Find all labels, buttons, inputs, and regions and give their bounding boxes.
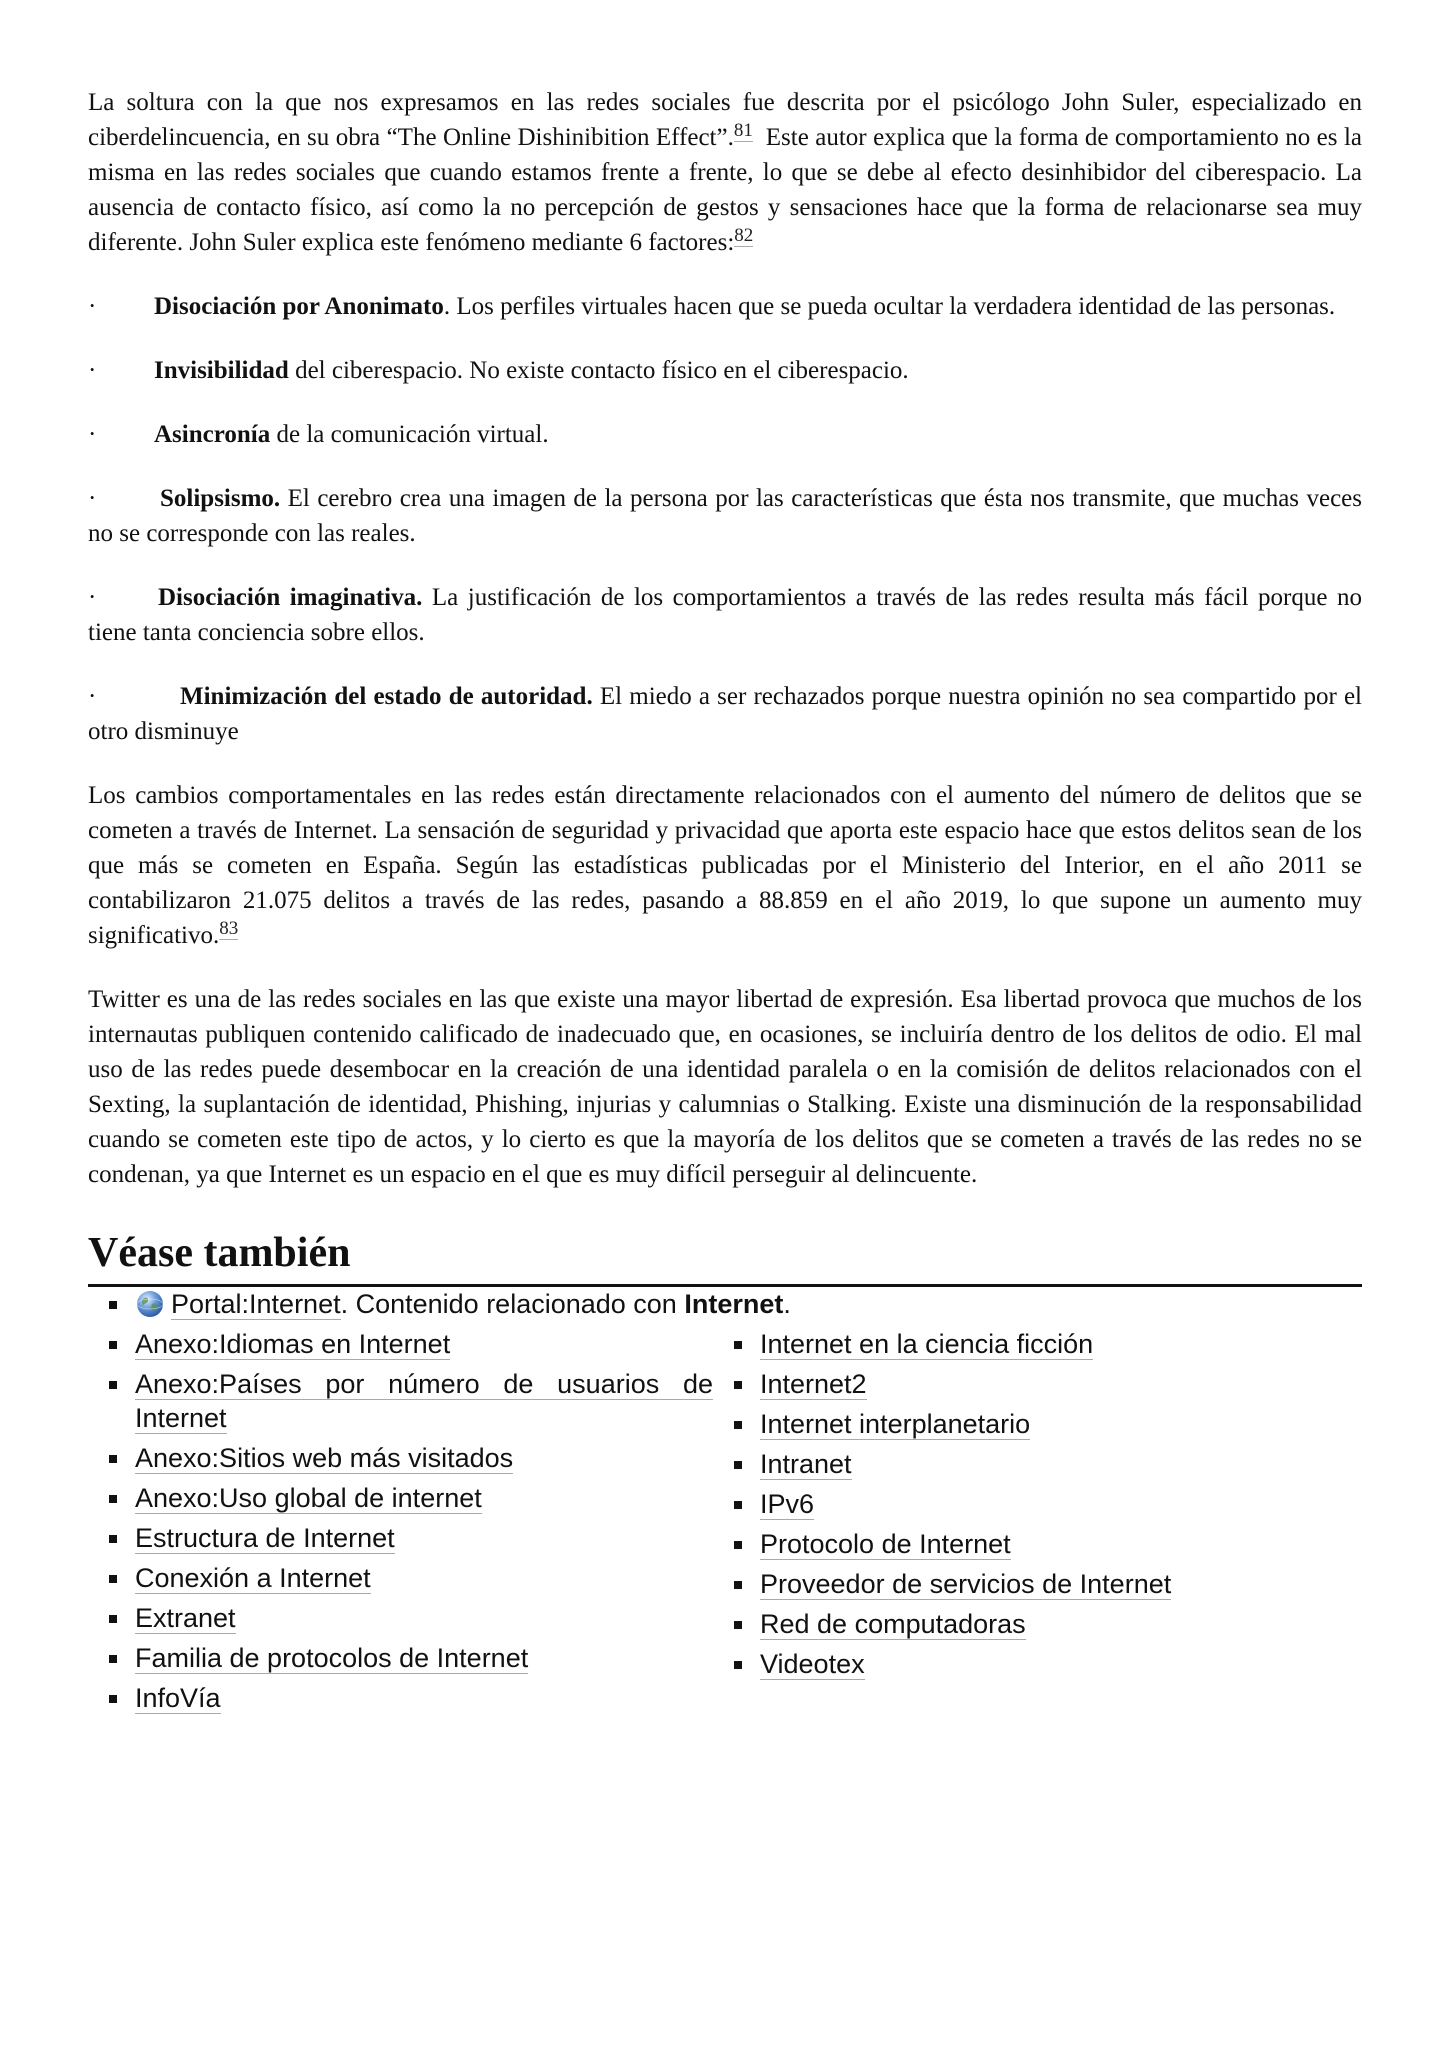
- bullet-marker: ·: [88, 357, 97, 384]
- factor-text: del ciberespacio. No existe contacto físico en el ciberespacio.: [288, 357, 909, 384]
- reference-83[interactable]: 83: [219, 918, 239, 939]
- list-item: [88, 1481, 713, 1515]
- article-page: [88, 85, 1362, 1721]
- paragraph-twitter: Twitter es una de las redes sociales en las que existe una mayor libertad de expresión. Esa libertad provoca que muchos de los internautas publiquen contenido calificado de inadecuado que, en ocasiones, se incluiría dentro de los delitos de odio. El mal uso de las redes puede desembocar en la creación de una identidad paralela o en la comisión de delitos relacionados con el Sexting, la suplantación de identidad, Phishing, injurias y calumnias o Stalking. Existe una disminución de la responsabilidad cuando se cometen este tipo de actos, y lo cierto es que la mayoría de los delitos que se cometen a través de las redes no se condenan, ya que Internet es un espacio en el que es muy difícil perseguir al delincuente.: [88, 986, 1362, 1188]
- see-also-heading: Véase también: [88, 1228, 1362, 1287]
- see-also-link[interactable]: Conexión a Internet: [135, 1563, 371, 1593]
- bullet-marker: ·: [88, 683, 97, 710]
- see-also-link[interactable]: Protocolo de Internet: [760, 1529, 1011, 1559]
- factor-term: Solipsismo.: [160, 485, 281, 512]
- see-also-link[interactable]: Internet en la ciencia ficción: [760, 1329, 1094, 1359]
- see-also-link[interactable]: Anexo:Países por número de usuarios de Internet: [135, 1369, 713, 1433]
- factor-item: [88, 580, 1362, 650]
- list-item: [88, 1561, 713, 1595]
- paragraph-delitos-text: Los cambios comportamentales en las redes están directamente relacionados con el aumento del número de delitos que se cometen a través de Internet. La sensación de seguridad y privacidad que aporta este espacio hace que estos delitos sean de los que más se cometen en España. Según las estadísticas publicadas por el Ministerio del Interior, en el año 2011 se contabilizaron 21.075 delitos a través de las redes, pasando a 88.859 en el año 2019, lo que supone un aumento muy significativo.: [88, 782, 1362, 949]
- list-item: [713, 1327, 1263, 1361]
- see-also-link[interactable]: Red de computadoras: [760, 1609, 1026, 1639]
- see-also-link[interactable]: Anexo:Uso global de internet: [135, 1483, 482, 1513]
- see-also-link[interactable]: Extranet: [135, 1603, 236, 1633]
- list-item: [713, 1407, 1263, 1441]
- list-item: [88, 1327, 713, 1361]
- factor-term: Disociación imaginativa.: [158, 584, 423, 611]
- factor-text: El cerebro crea una imagen de la persona por las características que ésta nos transmite, que muchas veces no se corresponde con las reales.: [88, 485, 1362, 547]
- globe-icon: [135, 1289, 165, 1319]
- see-also-link[interactable]: Videotex: [760, 1649, 865, 1679]
- paragraph-suler: [88, 85, 1362, 260]
- paragraph-suler-text-2: Este autor explica que la forma de comportamiento no es la misma en las redes sociales que cuando estamos frente a frente, lo que se debe al efecto desinhibidor del ciberespacio. La ausencia de contacto físico, así como la no percepción de gestos y sensaciones hace que la forma de relacionarse sea muy diferente. John Suler explica este fenómeno mediante 6 factores:: [88, 124, 1362, 256]
- portal-description: . Contenido relacionado con: [340, 1289, 685, 1319]
- list-item: [713, 1487, 1263, 1521]
- factor-term: Minimización del estado de autoridad.: [180, 683, 593, 710]
- list-item: [88, 1681, 713, 1715]
- portal-list: [88, 1287, 1362, 1321]
- factor-term: Disociación por Anonimato: [154, 293, 444, 320]
- factor-item: [88, 679, 1362, 749]
- factor-term: Asincronía: [154, 421, 271, 448]
- list-item: [713, 1527, 1263, 1561]
- paragraph-delitos: [88, 778, 1362, 953]
- list-item: [88, 1601, 713, 1635]
- see-also-link[interactable]: Estructura de Internet: [135, 1523, 395, 1553]
- reference-81[interactable]: 81: [733, 120, 753, 141]
- see-also-link[interactable]: Familia de protocolos de Internet: [135, 1643, 529, 1673]
- factor-text: . Los perfiles virtuales hacen que se pueda ocultar la verdadera identidad de las personas.: [443, 293, 1336, 320]
- see-also-link[interactable]: Internet2: [760, 1369, 867, 1399]
- factor-item: [88, 353, 1362, 388]
- see-also-columns: [88, 1327, 1288, 1721]
- see-also-column-2: [713, 1327, 1263, 1721]
- list-item: [713, 1647, 1263, 1681]
- see-also-section: [88, 1287, 1362, 1721]
- portal-link[interactable]: Portal:Internet: [171, 1289, 341, 1319]
- see-also-link[interactable]: Intranet: [760, 1449, 852, 1479]
- list-item: [88, 1441, 713, 1475]
- list-item: [88, 1641, 713, 1675]
- list-item: [713, 1447, 1263, 1481]
- portal-topic: Internet: [684, 1289, 784, 1319]
- factor-item: [88, 481, 1362, 551]
- see-also-link[interactable]: Internet interplanetario: [760, 1409, 1031, 1439]
- portal-period: .: [783, 1289, 791, 1319]
- bullet-marker: ·: [88, 485, 97, 512]
- list-item: [713, 1607, 1263, 1641]
- bullet-marker: ·: [88, 584, 97, 611]
- factor-text: de la comunicación virtual.: [270, 421, 549, 448]
- see-also-link[interactable]: Anexo:Sitios web más visitados: [135, 1443, 514, 1473]
- see-also-link[interactable]: InfoVía: [135, 1683, 221, 1713]
- bullet-marker: ·: [88, 293, 97, 320]
- list-item: [88, 1521, 713, 1555]
- portal-item: [88, 1287, 1362, 1321]
- factor-item: [88, 289, 1362, 324]
- see-also-column-1: [88, 1327, 713, 1721]
- reference-82[interactable]: 82: [734, 225, 754, 246]
- see-also-link[interactable]: Proveedor de servicios de Internet: [760, 1569, 1172, 1599]
- bullet-marker: ·: [88, 421, 97, 448]
- factor-term: Invisibilidad: [154, 357, 289, 384]
- list-item: [88, 1367, 713, 1435]
- factor-item: [88, 417, 1362, 452]
- see-also-link[interactable]: Anexo:Idiomas en Internet: [135, 1329, 451, 1359]
- list-item: [713, 1367, 1263, 1401]
- paragraph-suler-text-1: La soltura con la que nos expresamos en las redes sociales fue descrita por el psicólogo John Suler, especializado en ciberdelincuencia, en su obra “The Online Dishinibition Effect”.: [88, 89, 1362, 151]
- see-also-link[interactable]: IPv6: [760, 1489, 815, 1519]
- list-item: [713, 1567, 1263, 1601]
- factor-text: La justificación de los comportamientos a través de las redes resulta más fácil porque no tiene tanta conciencia sobre ellos.: [88, 584, 1362, 646]
- factor-text: El miedo a ser rechazados porque nuestra opinión no sea compartido por el otro disminuye: [88, 683, 1362, 745]
